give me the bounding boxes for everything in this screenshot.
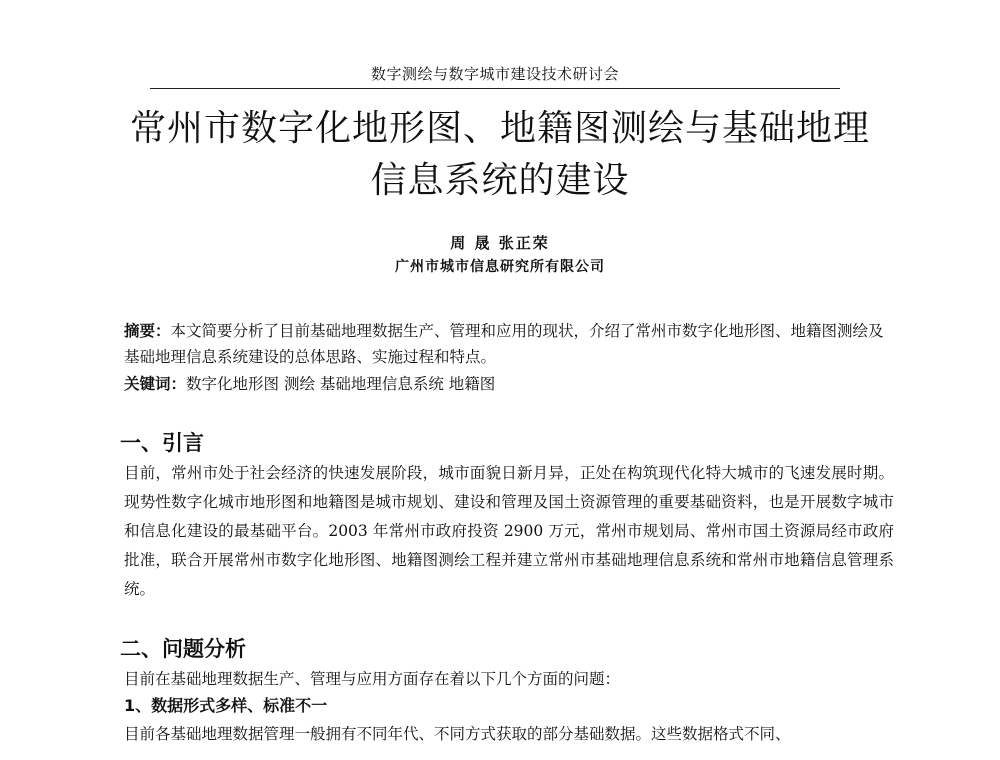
- running-header: 数字测绘与数字城市建设技术研讨会: [370, 65, 619, 83]
- abstract-text: 本文简要分析了目前基础地理数据生产、管理和应用的现状，介绍了常州市数字化地形图、地籍图测绘及基础地理信息系统建设的总体思路、实施过程和特点。: [124, 322, 884, 366]
- problem-analysis-intro: 目前在基础地理数据生产、管理与应用方面存在着以下几个方面的问题：: [124, 670, 621, 688]
- abstract: [124, 318, 894, 370]
- keywords-label: 关键词：: [124, 375, 187, 393]
- keywords-text: 数字化地形图 测绘 基础地理信息系统 地籍图: [186, 375, 496, 393]
- section-heading-problem-analysis: 二、问题分析: [120, 637, 246, 661]
- keywords: [124, 371, 894, 397]
- title-line-2: 信息系统的建设: [370, 160, 630, 201]
- header-rule: [150, 88, 840, 89]
- paper-title: [100, 103, 900, 207]
- subsection-paragraph-data-formats: 目前各基础地理数据管理一般拥有不同年代、不同方式获取的部分基础数据。这些数据格式不同、: [124, 725, 791, 743]
- abstract-label: 摘要：: [124, 322, 171, 340]
- title-line-1: 常州市数字化地形图、地籍图测绘与基础地理: [129, 108, 870, 149]
- introduction-paragraph: 目前，常州市处于社会经济的快速发展阶段，城市面貌日新月异，正处在构筑现代化特大城市的飞速发展时期。现势性数字化城市地形图和地籍图是城市规划、建设和管理及国土资源管理的重要基础资料，也是开展数字城市和信息化建设的最基础平台。2003 年常州市政府投资 2900 万元，常州市规划局、常州市国土资源局经市政府批准，联合开展常州市数字化地形图、地籍图测绘工程并建立常州市基础地理信息系统和常州市地籍信息管理系统。: [124, 464, 894, 598]
- subsection-heading-data-formats: 1、数据形式多样、标准不一: [124, 696, 328, 715]
- section-heading-introduction: 一、引言: [120, 431, 204, 455]
- affiliation: 广州市城市信息研究所有限公司: [395, 259, 605, 275]
- authors: 周 晟 张正荣: [450, 234, 550, 252]
